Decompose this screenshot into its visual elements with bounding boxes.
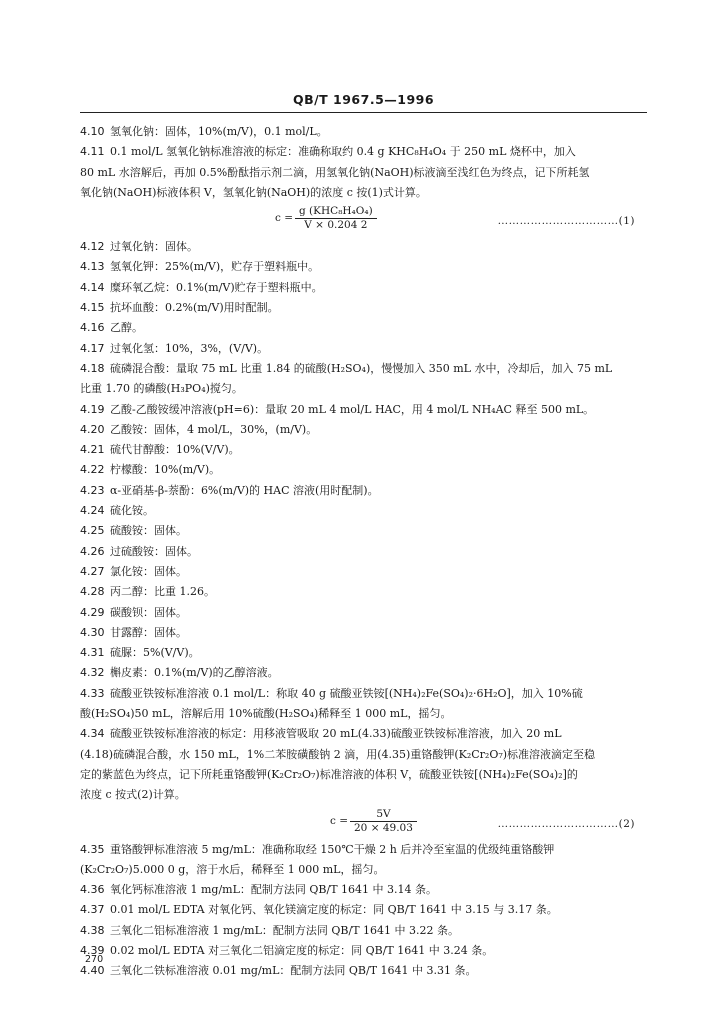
clause-number: 4.35 <box>80 842 105 856</box>
clause-item <box>80 460 645 480</box>
clause-number: 4.28 <box>80 585 105 599</box>
clause-text: 乙酸-乙酸铵缓冲溶液(pH=6)：量取 20 mL 4 mol/L HAC，用 4 mol/L NH₄AC 释至 500 mL。 <box>110 402 595 416</box>
clause-continuation: 酸(H₂SO₄)50 mL，溶解后用 10%硫酸(H₂SO₄)稀释至 1 000 mL，摇匀。 <box>80 707 452 721</box>
clause-text: 硫化铵。 <box>110 504 154 518</box>
clause-number: 4.29 <box>80 605 105 619</box>
clause-continuation: 80 mL 水溶解后，再加 0.5%酚酞指示剂二滴，用氢氧化钠(NaOH)标液滴至浅红色为终点，记下所耗氢 <box>80 165 590 179</box>
formula-1-number: ……………………………(1) <box>497 215 635 228</box>
clause-item <box>80 142 645 162</box>
clause-text: 0.01 mol/L EDTA 对氧化钙、氧化镁滴定度的标定：同 QB/T 1641 中 3.15 与 3.17 条。 <box>110 903 558 917</box>
formula-1-denominator: V × 0.204 2 <box>304 219 368 232</box>
clause-number: 4.20 <box>80 422 105 436</box>
clause-number: 4.25 <box>80 524 105 538</box>
clause-number: 4.11 <box>80 145 105 159</box>
clause-item <box>80 339 645 359</box>
clause-number: 4.38 <box>80 923 105 937</box>
clause-item <box>80 237 645 257</box>
clause-number: 4.40 <box>80 964 105 978</box>
formula-2-denominator: 20 × 49.03 <box>354 821 413 834</box>
clause-text: α-亚硝基-β-萘酚：6%(m/V)的 HAC 溶液(用时配制)。 <box>110 483 379 497</box>
clause-item <box>80 643 645 663</box>
clause-continuation: (K₂Cr₂O₇)5.000 0 g，溶于水后，稀释至 1 000 mL，摇匀。 <box>80 862 385 876</box>
clause-continuation: 比重 1.70 的磷酸(H₃PO₄)搅匀。 <box>80 382 243 396</box>
clause-text: 三氧化二铁标准溶液 0.01 mg/mL：配制方法同 QB/T 1641 中 3.31 条。 <box>110 964 477 978</box>
clause-item <box>80 921 645 941</box>
clause-number: 4.12 <box>80 240 105 254</box>
clause-item <box>80 603 645 623</box>
clause-item <box>80 880 645 900</box>
formula-1-fraction <box>275 205 377 232</box>
clause-number: 4.13 <box>80 260 105 274</box>
clause-text: 硫酸亚铁铵标准溶液 0.1 mol/L：称取 40 g 硫酸亚铁铵[(NH₄)₂Fe(SO₄)₂·6H₂O]，加入 10%硫 <box>110 686 583 700</box>
clause-text: 硫磷混合酸：量取 75 mL 比重 1.84 的硫酸(H₂SO₄)，慢慢加入 350 mL 水中，冷却后，加入 75 mL <box>110 361 613 375</box>
clause-number: 4.37 <box>80 903 105 917</box>
clause-text: 三氧化二铝标准溶液 1 mg/mL：配制方法同 QB/T 1641 中 3.22 条。 <box>110 923 460 937</box>
clause-number: 4.15 <box>80 301 105 315</box>
clause-text: 硫代甘醇酸：10%(V/V)。 <box>110 443 240 457</box>
clause-number: 4.31 <box>80 646 105 660</box>
clause-item <box>80 257 645 277</box>
clause-number: 4.21 <box>80 443 105 457</box>
clause-item <box>80 440 645 460</box>
formula-2-fraction <box>330 807 417 835</box>
clause-number: 4.24 <box>80 504 105 518</box>
clause-number: 4.17 <box>80 341 105 355</box>
clause-number: 4.30 <box>80 625 105 639</box>
clause-number: 4.26 <box>80 544 105 558</box>
clause-continuation: 定的紫蓝色为终点，记下所耗重铬酸钾(K₂Cr₂O₇)标准溶液的体积 V，硫酸亚铁铵[(NH₄)₂Fe(SO₄)₂]的 <box>80 767 578 781</box>
clause-number: 4.22 <box>80 463 105 477</box>
clause-item <box>80 900 645 920</box>
formula-1-numerator: g (KHC₈H₄O₄) <box>295 205 377 219</box>
page-header: QB/T 1967.5—1996 <box>292 92 435 107</box>
clause-text: 乙醇。 <box>110 321 143 335</box>
clause-item <box>80 318 645 338</box>
clause-item <box>80 961 645 981</box>
item-list-a <box>80 122 645 203</box>
clause-item <box>80 481 645 501</box>
document-body <box>80 122 645 982</box>
clause-number: 4.23 <box>80 483 105 497</box>
clause-item <box>80 501 645 521</box>
clause-item <box>80 420 645 440</box>
clause-text: 碳酸钡：固体。 <box>110 605 187 619</box>
formula-2-numerator: 5V <box>350 808 417 822</box>
clause-text: 0.02 mol/L EDTA 对三氧化二铝滴定度的标定：同 QB/T 1641 中 3.24 条。 <box>110 943 494 957</box>
formula-1 <box>80 203 645 237</box>
clause-text: 乙酸铵：固体，4 mol/L，30%，(m/V)。 <box>110 422 318 436</box>
clause-item <box>80 400 645 420</box>
clause-number: 4.36 <box>80 883 105 897</box>
clause-number: 4.14 <box>80 280 105 294</box>
clause-item <box>80 582 645 602</box>
clause-text: 槲皮素：0.1%(m/V)的乙醇溶液。 <box>110 666 279 680</box>
formula-2-number: ……………………………(2) <box>497 817 635 830</box>
clause-item <box>80 278 645 298</box>
clause-item <box>80 840 645 860</box>
clause-number: 4.10 <box>80 125 105 138</box>
clause-continuation: (4.18)硫磷混合酸，水 150 mL，1%二苯胺磺酸钠 2 滴，用(4.35)重铬酸钾(K₂Cr₂O₇)标准溶液滴定至稳 <box>80 747 596 761</box>
clause-item <box>80 542 645 562</box>
clause-text: 氢氧化钾：25%(m/V)，贮存于塑料瓶中。 <box>110 260 320 274</box>
clause-text: 糜环氧乙烷：0.1%(m/V)贮存于塑料瓶中。 <box>110 280 323 294</box>
clause-item <box>80 724 645 744</box>
clause-text: 过氧化钠：固体。 <box>110 240 198 254</box>
clause-text: 过氧化氢：10%，3%，(V/V)。 <box>110 341 269 355</box>
clause-text: 甘露醇：固体。 <box>110 625 187 639</box>
clause-number: 4.34 <box>80 727 105 741</box>
clause-text: 氧化钙标准溶液 1 mg/mL：配制方法同 QB/T 1641 中 3.14 条。 <box>110 883 438 897</box>
clause-number: 4.27 <box>80 564 105 578</box>
clause-text: 重铬酸钾标准溶液 5 mg/mL：准确称取经 150℃干燥 2 h 后并冷至室温的优级纯重铬酸钾 <box>110 842 555 856</box>
clause-item <box>80 521 645 541</box>
clause-number: 4.16 <box>80 321 105 335</box>
clause-text: 丙二醇：比重 1.26。 <box>110 585 215 599</box>
clause-number: 4.19 <box>80 402 105 416</box>
item-list-b <box>80 237 645 805</box>
clause-text: 氯化铵：固体。 <box>110 564 187 578</box>
formula-1-lhs: c = <box>275 212 294 225</box>
clause-text: 过硫酸铵：固体。 <box>110 544 198 558</box>
clause-number: 4.32 <box>80 666 105 680</box>
formula-2-lhs: c = <box>330 814 349 827</box>
clause-number: 4.33 <box>80 686 105 700</box>
clause-item <box>80 663 645 683</box>
clause-item <box>80 941 645 961</box>
clause-item <box>80 684 645 704</box>
clause-item <box>80 623 645 643</box>
clause-number: 4.18 <box>80 361 105 375</box>
clause-continuation: 氧化钠(NaOH)标液体积 V，氢氧化钠(NaOH)的浓度 c 按(1)式计算。 <box>80 185 427 199</box>
clause-text: 抗坏血酸：0.2%(m/V)用时配制。 <box>110 301 279 315</box>
clause-item <box>80 562 645 582</box>
formula-2 <box>80 806 645 840</box>
header-rule <box>80 112 647 113</box>
clause-item <box>80 359 645 379</box>
clause-text: 硫脲：5%(V/V)。 <box>110 646 200 660</box>
clause-number: 4.39 <box>80 943 105 957</box>
clause-item <box>80 298 645 318</box>
item-list-c <box>80 840 645 982</box>
clause-text: 柠檬酸：10%(m/V)。 <box>110 463 221 477</box>
clause-text: 硫酸铵：固体。 <box>110 524 187 538</box>
page-number: 270 <box>85 954 104 965</box>
clause-item <box>80 122 645 142</box>
clause-text: 0.1 mol/L 氢氧化钠标准溶液的标定：准确称取约 0.4 g KHC₈H₄O₄ 于 250 mL 烧杯中，加入 <box>110 145 576 159</box>
clause-continuation: 浓度 c 按式(2)计算。 <box>80 788 186 802</box>
clause-text: 硫酸亚铁铵标准溶液的标定：用移液管吸取 20 mL(4.33)硫酸亚铁铵标准溶液，加入 20 mL <box>110 727 562 741</box>
clause-text: 氢氧化钠：固体，10%(m/V)，0.1 mol/L。 <box>110 125 328 138</box>
